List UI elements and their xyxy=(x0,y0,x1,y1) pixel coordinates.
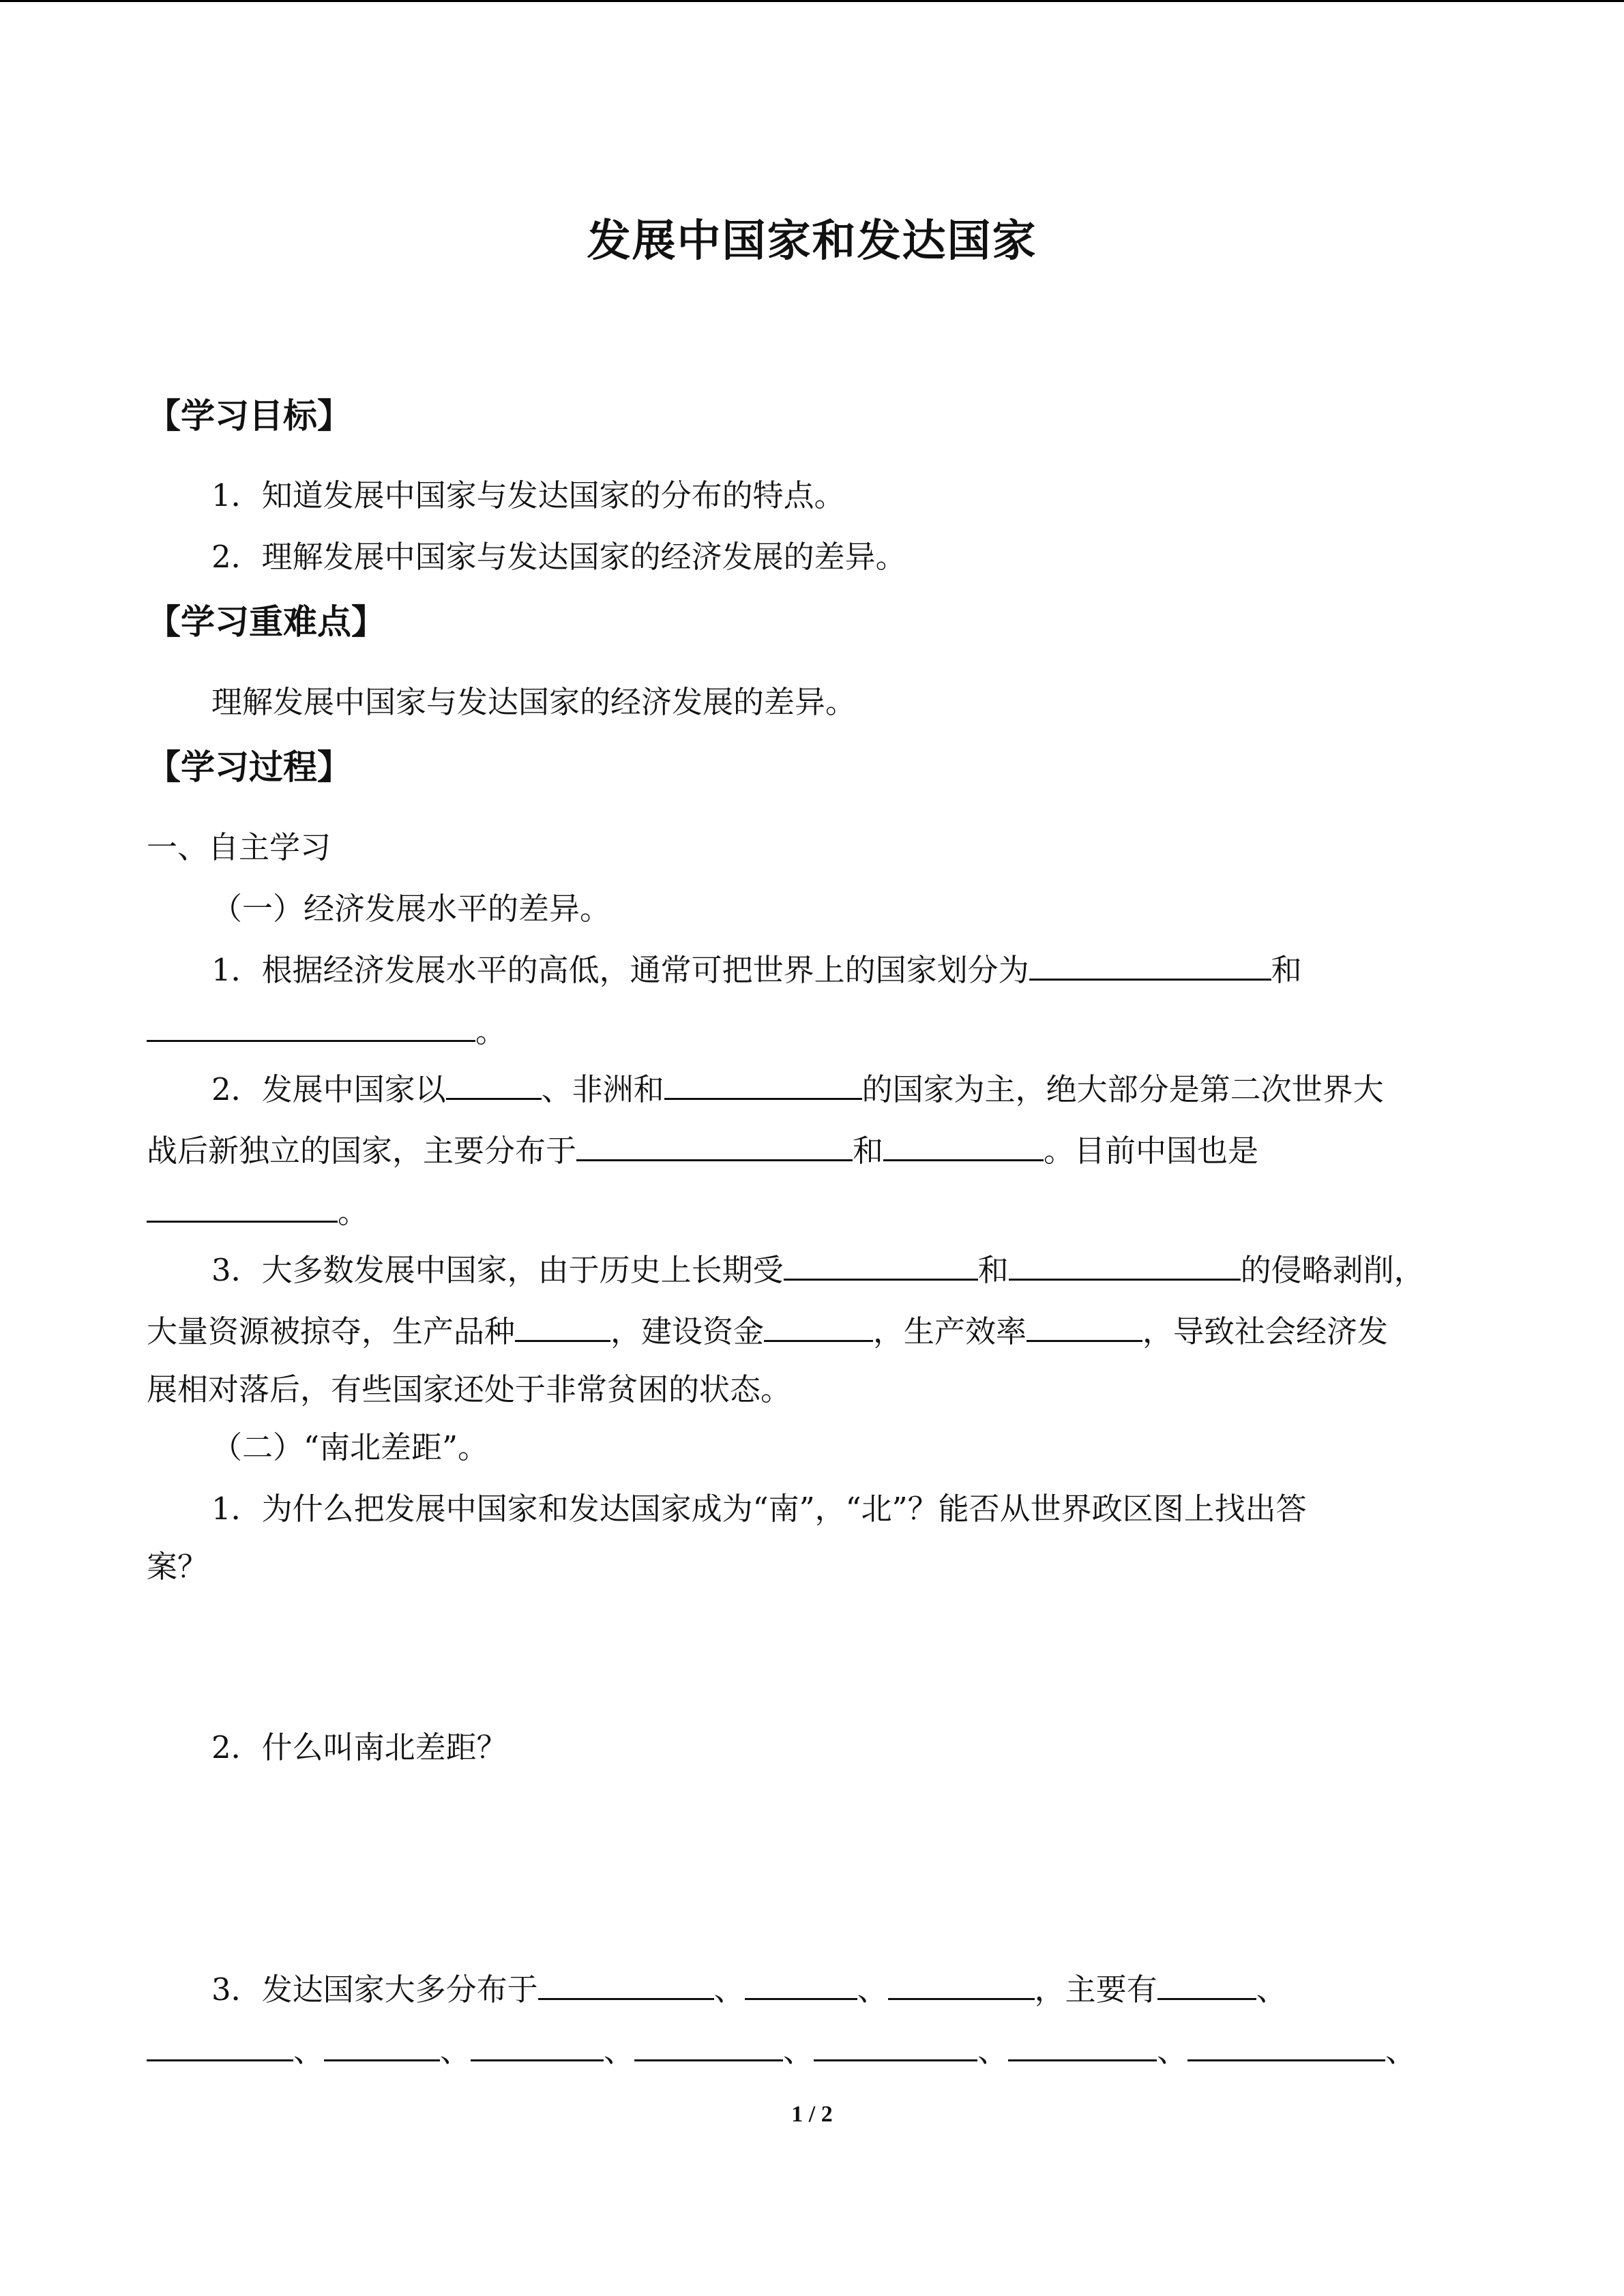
sep: 、 xyxy=(293,2033,325,2069)
fill-blank[interactable] xyxy=(814,2025,977,2061)
question-2-line-3 xyxy=(147,1182,1480,1243)
page-title: 发展中国家和发达国家 xyxy=(587,215,1037,267)
q2-text-c: 的国家为主，绝大部分是第二次世界大 xyxy=(861,1071,1384,1107)
q3-text-b: 和 xyxy=(977,1252,1009,1288)
q3-text-c: 的侵略剥削， xyxy=(1240,1252,1425,1288)
page-number: 1 / 2 xyxy=(791,2102,833,2127)
question-2-line-1 xyxy=(147,1059,1545,1120)
fill-blank[interactable] xyxy=(538,1964,714,2000)
q1-text: 1．根据经济发展水平的高低，通常可把世界上的国家划分为 xyxy=(211,952,1029,988)
north-south-question-1-line-2: 案？ xyxy=(147,1549,209,1585)
n3-text-a: 3．发达国家大多分布于 xyxy=(211,1971,538,2008)
fill-blank[interactable] xyxy=(1029,944,1271,981)
fill-blank[interactable] xyxy=(784,1244,978,1281)
sep: 、 xyxy=(1256,1971,1287,2008)
fill-blank[interactable] xyxy=(147,2025,293,2061)
north-south-question-2: 2．什么叫南北差距？ xyxy=(211,1729,507,1765)
sep: 、 xyxy=(977,2033,1009,2069)
question-3-line-3: 展相对落后，有些国家还处于非常贫困的状态。 xyxy=(147,1371,792,1407)
section-objectives-heading: 【学习目标】 xyxy=(147,396,351,436)
punct: 。 xyxy=(475,1013,507,1049)
objective-2: 2．理解发展中国家与发达国家的经济发展的差异。 xyxy=(211,539,906,575)
q1-and: 和 xyxy=(1271,952,1302,988)
sep: 、 xyxy=(783,2033,814,2069)
fill-blank[interactable] xyxy=(634,2025,783,2061)
question-1-line-2 xyxy=(147,1001,1480,1062)
developed-question-line-2 xyxy=(147,2021,1480,2082)
fill-blank[interactable] xyxy=(1009,1244,1241,1281)
q2-text-f: 。目前中国也是 xyxy=(1044,1133,1259,1169)
fill-blank[interactable] xyxy=(1008,2025,1157,2061)
section-process-heading: 【学习过程】 xyxy=(147,747,351,787)
part1-heading: 一、自主学习 xyxy=(147,829,331,865)
subsection-1-heading: （一）经济发展水平的差异。 xyxy=(211,891,611,927)
page-top-border xyxy=(0,0,1624,2)
fill-blank[interactable] xyxy=(446,1064,542,1100)
developed-question-line-1 xyxy=(147,1959,1545,2021)
q3-text-e: ，建设资金 xyxy=(610,1313,765,1350)
q2-text-d: 战后新独立的国家，主要分布于 xyxy=(147,1133,577,1169)
sep: 、 xyxy=(1157,2033,1188,2069)
key-point-text: 理解发展中国家与发达国家的经济发展的差异。 xyxy=(211,684,857,720)
question-3-line-1 xyxy=(147,1240,1545,1301)
punct: 。 xyxy=(338,1194,369,1230)
fill-blank[interactable] xyxy=(764,1306,873,1342)
q3-text-d: 大量资源被掠夺，生产品种 xyxy=(147,1313,516,1350)
subsection-2-heading: （二）“南北差距”。 xyxy=(211,1429,489,1465)
fill-blank[interactable] xyxy=(1027,1306,1142,1342)
q3-text-g: ，导致社会经济发 xyxy=(1142,1313,1389,1350)
sep: 、 xyxy=(604,2033,635,2069)
fill-blank[interactable] xyxy=(664,1064,862,1100)
q2-text-e: 和 xyxy=(853,1133,884,1169)
q3-text-f: ，生产效率 xyxy=(873,1313,1027,1350)
fill-blank[interactable] xyxy=(324,2025,440,2061)
north-south-question-1-line-1: 1．为什么把发展中国家和发达国家成为“南”，“北”？能否从世界政区图上找出答 xyxy=(211,1491,1307,1527)
q2-text-a: 2．发展中国家以 xyxy=(211,1071,446,1107)
section-keypoints-heading: 【学习重难点】 xyxy=(147,602,385,642)
fill-blank[interactable] xyxy=(745,1964,857,2000)
n3-text-b: ，主要有 xyxy=(1034,1971,1157,2008)
fill-blank[interactable] xyxy=(888,1964,1035,2000)
fill-blank[interactable] xyxy=(576,1125,853,1161)
fill-blank[interactable] xyxy=(1187,2025,1385,2061)
question-2-line-2 xyxy=(147,1120,1480,1182)
q3-text-a: 3．大多数发展中国家，由于历史上长期受 xyxy=(211,1252,784,1288)
question-1-line-1 xyxy=(147,940,1545,1001)
sep: 、 xyxy=(857,1971,888,2008)
fill-blank[interactable] xyxy=(147,1006,475,1042)
question-3-line-2 xyxy=(147,1301,1480,1362)
fill-blank[interactable] xyxy=(883,1125,1044,1161)
fill-blank[interactable] xyxy=(471,2025,604,2061)
sep: 、 xyxy=(713,1971,745,2008)
objective-1: 1．知道发展中国家与发达国家的分布的特点。 xyxy=(211,477,845,513)
q2-text-b: 、非洲和 xyxy=(541,1071,664,1107)
fill-blank[interactable] xyxy=(1157,1964,1256,2000)
sep: 、 xyxy=(440,2033,471,2069)
fill-blank[interactable] xyxy=(515,1306,610,1342)
sep: 、 xyxy=(1385,2033,1417,2069)
fill-blank[interactable] xyxy=(147,1187,338,1223)
